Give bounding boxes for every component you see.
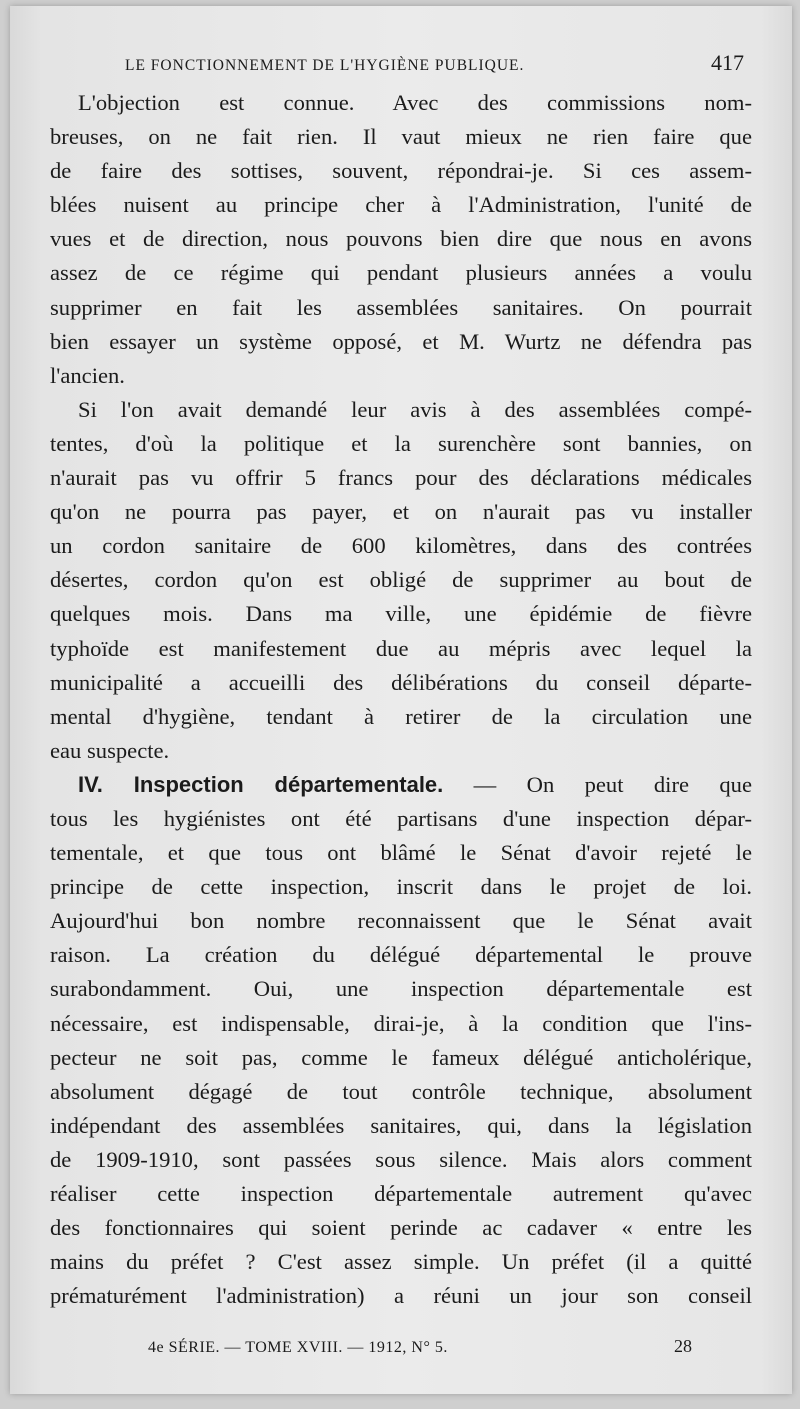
text-line: mental d'hygiène, tendant à retirer de la circulation une xyxy=(50,703,752,729)
text-line: Si l'on avait demandé leur avis à des assemblées compé- xyxy=(78,396,752,422)
text-line: de 1909-1910, sont passées sous silence. Mais alors comment xyxy=(50,1146,752,1172)
page-header xyxy=(125,50,744,80)
paragraph-1 xyxy=(50,86,752,393)
paragraph-3 xyxy=(50,768,752,1314)
text-line: absolument dégagé de tout contrôle technique, absolument xyxy=(50,1078,752,1104)
text-line: municipalité a accueilli des délibérations du conseil départe- xyxy=(50,669,752,695)
text-line: bien essayer un système opposé, et M. Wurtz ne défendra pas xyxy=(50,328,752,354)
page-body xyxy=(50,86,752,1313)
series-info: 4e SÉRIE. — TOME XVIII. — 1912, N° 5. xyxy=(148,1339,448,1356)
page-number: 417 xyxy=(711,50,744,75)
page-footer xyxy=(148,1336,692,1357)
text-line: Aujourd'hui bon nombre reconnaissent que le Sénat avait xyxy=(50,908,752,934)
text-line: vues et de direction, nous pouvons bien dire que nous en avons xyxy=(50,226,752,252)
text-line: prématurément l'administration) a réuni un jour son conseil xyxy=(50,1283,752,1309)
text-line: un cordon sanitaire de 600 kilomètres, dans des contrées xyxy=(50,533,752,559)
text-line: pecteur ne soit pas, comme le fameux délégué anticholérique, xyxy=(50,1044,752,1070)
text-line: de faire des sottises, souvent, répondrai-je. Si ces assem- xyxy=(50,158,752,184)
text-line: blées nuisent au principe cher à l'Administration, l'unité de xyxy=(50,192,752,218)
text-line: breuses, on ne fait rien. Il vaut mieux ne rien faire que xyxy=(50,124,752,150)
text-line xyxy=(50,768,752,802)
text-line: désertes, cordon qu'on est obligé de supprimer au bout de xyxy=(50,567,752,593)
text-line: supprimer en fait les assemblées sanitaires. On pourrait xyxy=(50,294,752,320)
paragraph-2 xyxy=(50,393,752,768)
text-line: indépendant des assemblées sanitaires, qui, dans la législation xyxy=(50,1112,752,1138)
document-page xyxy=(10,6,792,1394)
text-line: réaliser cette inspection départementale autrement qu'avec xyxy=(50,1181,752,1206)
text-line: assez de ce régime qui pendant plusieurs années a voulu xyxy=(50,260,752,286)
text-line: raison. La création du délégué départemental le prouve xyxy=(50,942,752,968)
text-line: des fonctionnaires qui soient perinde ac cadaver « entre les xyxy=(50,1215,752,1241)
text-line: tentes, d'où la politique et la surenchère sont bannies, on xyxy=(50,430,752,456)
text-line: qu'on ne pourra pas payer, et on n'aurait pas vu installer xyxy=(50,499,752,525)
text-line: l'ancien. xyxy=(50,362,125,388)
signature-mark: 28 xyxy=(674,1336,692,1356)
text-line: quelques mois. Dans ma ville, une épidémie de fièvre xyxy=(50,601,752,627)
text-line: eau suspecte. xyxy=(50,737,170,763)
text-line: tous les hygiénistes ont été partisans d'une inspection dépar- xyxy=(50,805,752,831)
section-heading: IV. Inspection départementale. xyxy=(78,771,444,797)
text-line: tementale, et que tous ont blâmé le Sénat d'avoir rejeté le xyxy=(50,840,752,866)
text-line: typhoïde est manifestement due au mépris avec lequel la xyxy=(50,635,752,661)
text-line: surabondamment. Oui, une inspection départementale est xyxy=(50,976,752,1002)
text-line: nécessaire, est indispensable, dirai-je, à la condition que l'ins- xyxy=(50,1010,752,1036)
text-fragment: — On peut dire que xyxy=(443,771,752,797)
text-line: L'objection est connue. Avec des commissions nom- xyxy=(78,90,752,115)
text-line: mains du préfet ? C'est assez simple. Un préfet (il a quitté xyxy=(50,1249,752,1275)
running-title: LE FONCTIONNEMENT DE L'HYGIÈNE PUBLIQUE. xyxy=(125,57,525,74)
text-line: n'aurait pas vu offrir 5 francs pour des déclarations médicales xyxy=(50,465,752,491)
text-line: principe de cette inspection, inscrit dans le projet de loi. xyxy=(50,874,752,900)
